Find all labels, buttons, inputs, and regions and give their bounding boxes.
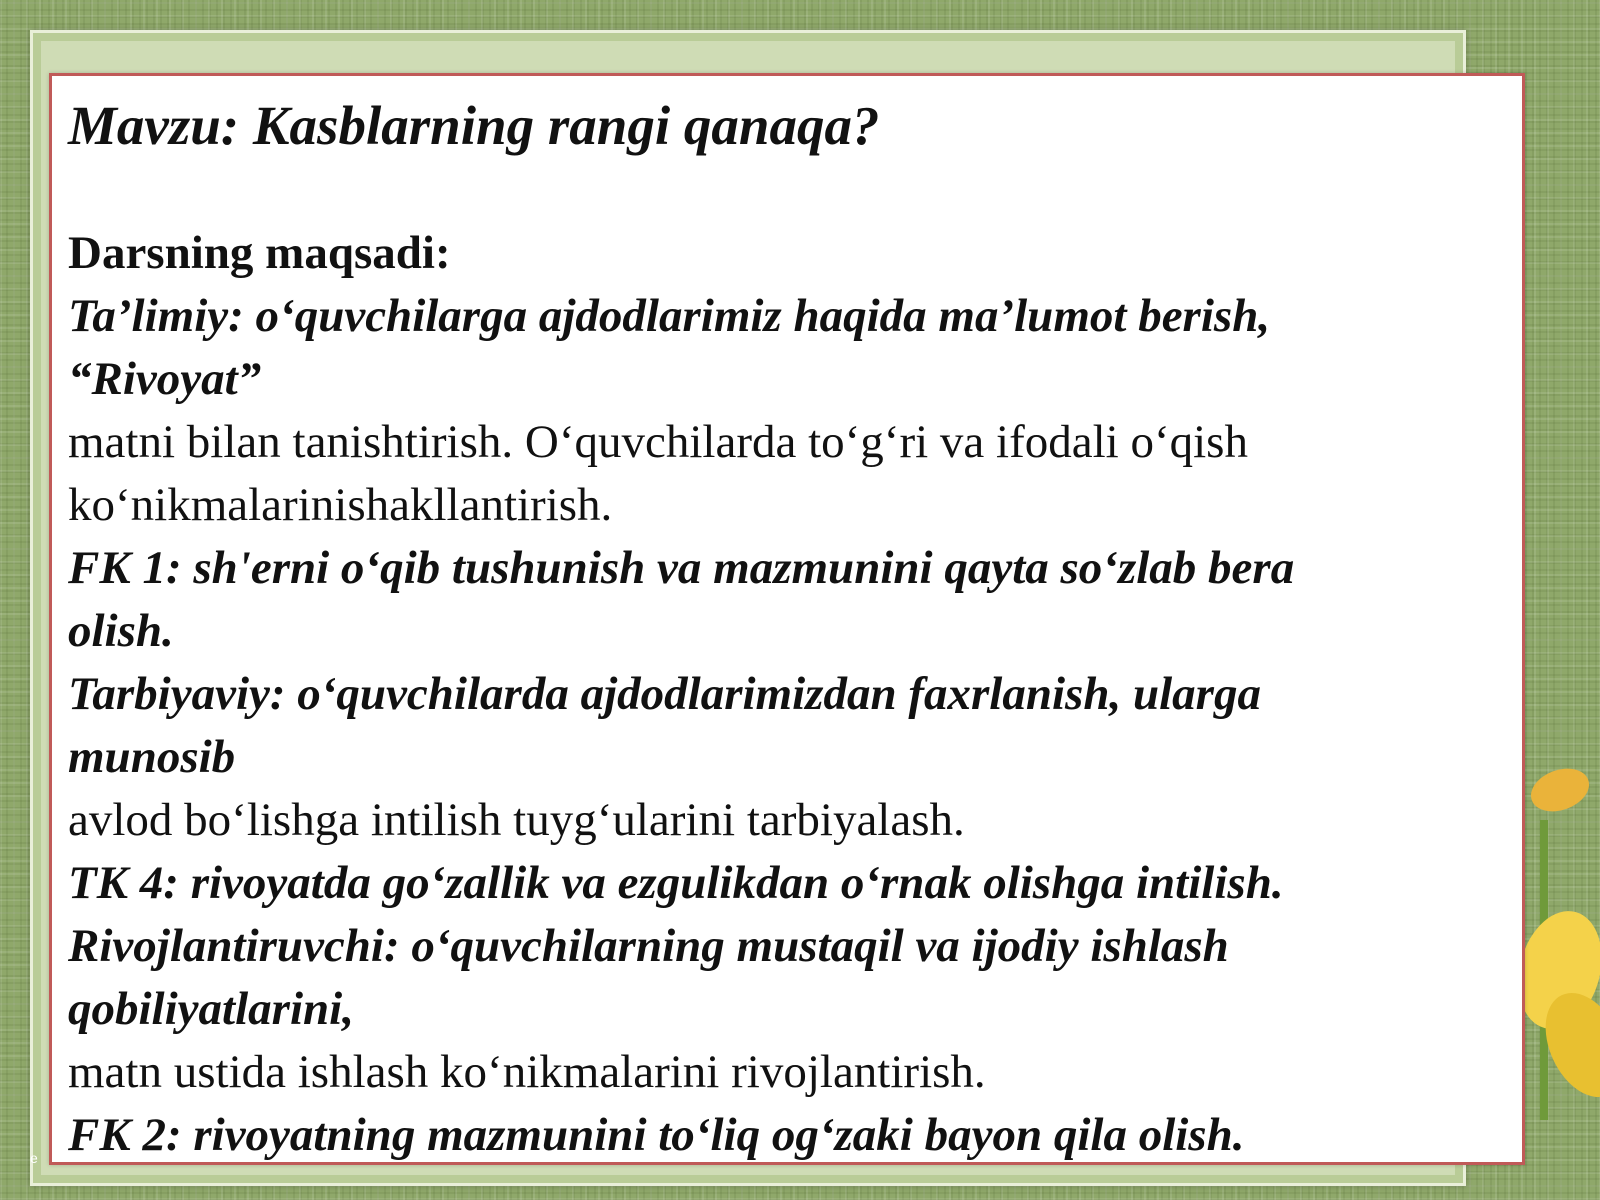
slide-content-card [49,73,1525,1165]
text-line-rivojlantiruvchi: Rivojlantiruvchi: o‘quvchilarning mustaqil va ijodiy ishlash [68,920,1229,972]
text-line-munosib: munosib [68,731,236,783]
text-line-fk1: FK 1: sh'erni o‘qib tushunish va mazmunini qayta so‘zlab bera [68,542,1295,594]
text-line-olish: olish. [68,605,174,657]
text-line-fk2: FK 2: rivoyatning mazmunini to‘liq og‘zaki bayon qila olish. [68,1109,1245,1161]
edge-letter: e [30,1150,38,1166]
text-line-rivoyat: “Rivoyat” [68,353,262,405]
text-line-goal-heading: Darsning maqsadi: [68,227,451,279]
text-line-konikma: ko‘nikmalarinishakllantirish. [68,479,613,531]
flower-petal [1525,761,1595,819]
text-line-qobiliyat: qobiliyatlarini, [68,983,354,1035]
text-line-tk4: TK 4: rivoyatda go‘zallik va ezgulikdan o‘rnak olishga intilish. [68,857,1284,909]
text-line-matn-ustida: matn ustida ishlash ko‘nikmalarini rivojlantirish. [68,1046,986,1098]
text-line-matni: matni bilan tanishtirish. O‘quvchilarda to‘g‘ri va ifodali o‘qish [68,416,1248,468]
text-line-tarbiyaviy: Tarbiyaviy: o‘quvchilarda ajdodlarimizdan faxrlanish, ularga [68,668,1261,720]
text-line-talimiy: Ta’limiy: o‘quvchilarga ajdodlarimiz haqida ma’lumot berish, [68,290,1271,342]
text-line-avlod: avlod bo‘lishga intilish tuyg‘ularini tarbiyalash. [68,794,965,846]
slide-title: Mavzu: Kasblarning rangi qanaqa? [68,95,880,156]
